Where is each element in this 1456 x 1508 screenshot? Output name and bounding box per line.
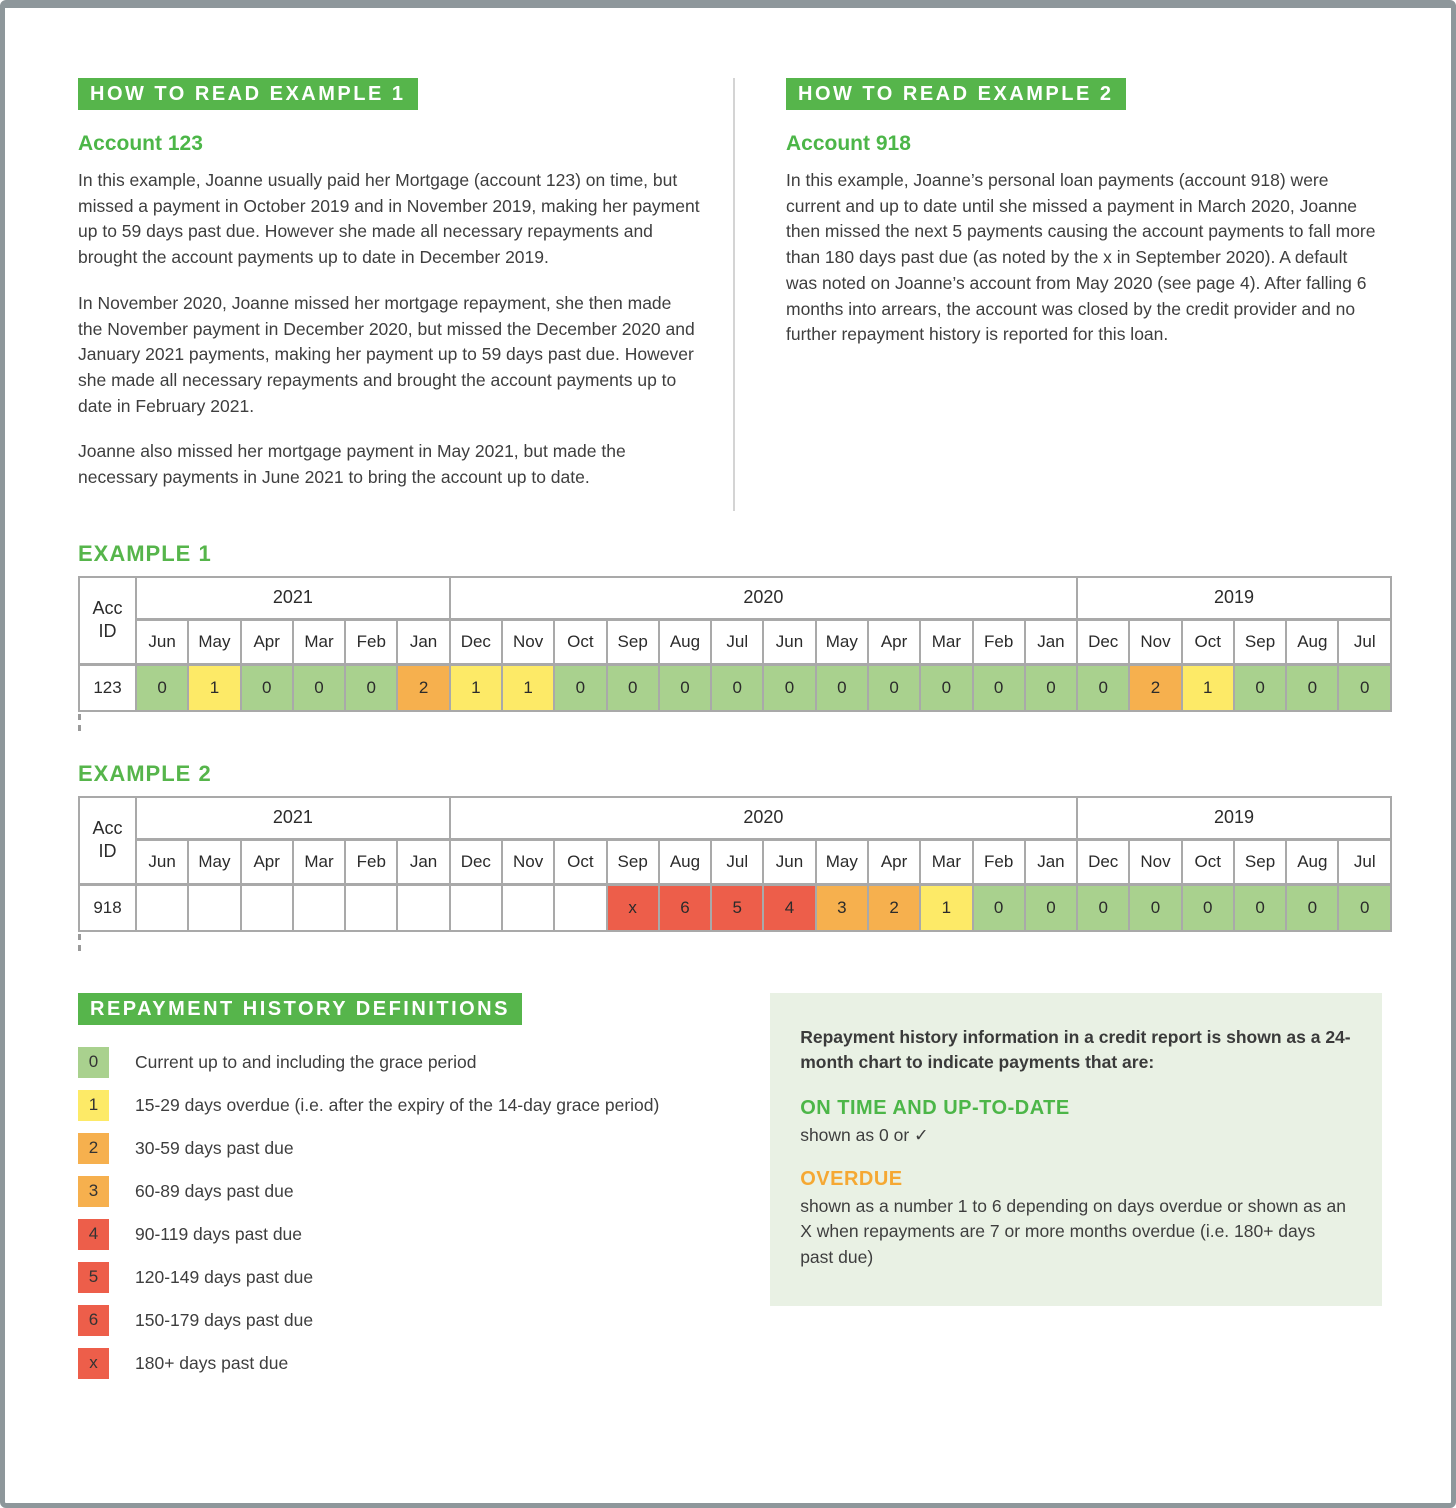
definition-text: 60-89 days past due (135, 1180, 294, 1201)
definition-text: 30-59 days past due (135, 1137, 294, 1158)
month-label: Oct (1182, 619, 1234, 664)
value-cell: 0 (1338, 664, 1391, 711)
how-to-read-example-1-badge: HOW TO READ EXAMPLE 1 (78, 78, 418, 110)
value-cell (188, 884, 240, 931)
month-label: Feb (345, 619, 397, 664)
month-label: Mar (920, 619, 972, 664)
repayment-definitions-section (78, 993, 770, 1391)
year-header-row (79, 797, 1391, 840)
month-label: Jan (397, 619, 449, 664)
month-label: Jan (1025, 839, 1077, 884)
month-label: Oct (554, 619, 606, 664)
example-1-paragraph-3: Joanne also missed her mortgage payment in May 2021, but made the necessary payments in June 2021 to bring the account up to date. (78, 441, 626, 488)
value-cell (397, 884, 449, 931)
example-2-paragraph-1: In this example, Joanne’s personal loan payments (account 918) were current and up to date until she missed a payment in March 2020, Joanne then missed the next 5 payments causing the account payments to fall more than 180 days past due (as noted by the x in September 2020). A default was noted on Joanne’s account from May 2020 (see page 4). After falling 6 months into arrears, the account was closed by the credit provider and no further repayment history is reported for this loan. (786, 170, 1376, 345)
account-123-heading: Account 123 (78, 132, 203, 155)
value-cell: 0 (607, 664, 659, 711)
year-label: 2019 (1077, 797, 1391, 840)
value-cell (241, 884, 293, 931)
month-label: Sep (607, 839, 659, 884)
example-2-repayment-table (78, 796, 1392, 932)
year-label: 2020 (450, 577, 1077, 620)
definition-row (78, 1348, 770, 1379)
definition-text: Current up to and including the grace period (135, 1051, 477, 1072)
info-box (770, 993, 1382, 1306)
month-label: Feb (345, 839, 397, 884)
month-label: Sep (1234, 839, 1286, 884)
value-cell (554, 884, 606, 931)
value-cell (345, 884, 397, 931)
year-label: 2020 (450, 797, 1077, 840)
example-1-paragraph-1: In this example, Joanne usually paid her Mortgage (account 123) on time, but missed a payment in October 2019 and in November 2019, making her payment up to 59 days past due. However she made all necessary repayments and brought the account payments up to date in December 2019. (78, 170, 700, 268)
value-cell: 0 (1129, 884, 1181, 931)
definition-row (78, 1047, 770, 1078)
value-cell: 0 (711, 664, 763, 711)
month-label: Dec (1077, 839, 1129, 884)
example-2-title: EXAMPLE 2 (78, 760, 212, 786)
definition-row (78, 1219, 770, 1250)
month-label: Nov (1129, 619, 1181, 664)
month-label: Mar (293, 619, 345, 664)
month-label: Oct (554, 839, 606, 884)
definition-text: 180+ days past due (135, 1352, 289, 1373)
value-cell: 3 (816, 884, 868, 931)
value-cell: 0 (1286, 884, 1338, 931)
month-label: Nov (502, 839, 554, 884)
month-label: Nov (502, 619, 554, 664)
definition-key-swatch: 2 (78, 1133, 109, 1164)
month-label: Sep (607, 619, 659, 664)
month-label: Nov (1129, 839, 1181, 884)
value-cell (136, 884, 188, 931)
month-label: May (188, 619, 240, 664)
month-label: May (188, 839, 240, 884)
month-header-row (79, 619, 1391, 664)
definition-row (78, 1305, 770, 1336)
month-label: Jul (1338, 619, 1391, 664)
value-cell: x (607, 884, 659, 931)
how-to-read-example-2-badge: HOW TO READ EXAMPLE 2 (786, 78, 1126, 110)
month-label: Dec (450, 839, 502, 884)
value-cell (502, 884, 554, 931)
value-cell: 1 (188, 664, 240, 711)
value-cell: 0 (1234, 884, 1286, 931)
month-label: Aug (659, 839, 711, 884)
table-continuation-mark (78, 934, 83, 951)
account-918-heading: Account 918 (786, 132, 911, 155)
value-cell: 4 (763, 884, 815, 931)
definition-key-swatch: 3 (78, 1176, 109, 1207)
value-cell: 0 (1025, 664, 1077, 711)
value-cell: 0 (345, 664, 397, 711)
definition-key-swatch: 0 (78, 1047, 109, 1078)
definition-row (78, 1262, 770, 1293)
value-cell: 0 (973, 664, 1025, 711)
month-label: Jun (763, 839, 815, 884)
how-to-read-example-2-section (735, 78, 1382, 511)
repayment-data-row (79, 884, 1391, 931)
acc-id-header: Acc ID (79, 577, 136, 665)
month-label: Feb (973, 619, 1025, 664)
account-id-cell: 123 (79, 664, 136, 711)
repayment-definitions-badge: REPAYMENT HISTORY DEFINITIONS (78, 993, 522, 1025)
definition-text: 120-149 days past due (135, 1266, 314, 1287)
definition-text: 150-179 days past due (135, 1309, 314, 1330)
year-label: 2019 (1077, 577, 1391, 620)
value-cell: 1 (502, 664, 554, 711)
value-cell: 2 (868, 884, 920, 931)
value-cell: 0 (1286, 664, 1338, 711)
definitions-list (78, 1047, 770, 1379)
value-cell (450, 884, 502, 931)
month-label: Apr (241, 619, 293, 664)
value-cell: 0 (1025, 884, 1077, 931)
value-cell: 1 (1182, 664, 1234, 711)
month-label: Mar (293, 839, 345, 884)
year-header-row (79, 577, 1391, 620)
info-box-intro: Repayment history information in a credit report is shown as a 24-month chart to indicate payments that are: (800, 1026, 1351, 1072)
value-cell: 0 (1234, 664, 1286, 711)
month-label: Dec (450, 619, 502, 664)
month-label: Aug (1286, 619, 1338, 664)
on-time-text: shown as 0 or ✓ (800, 1124, 929, 1145)
example-1-paragraph-2: In November 2020, Joanne missed her mortgage repayment, she then made the November payment in December 2020, but missed the December 2020 and January 2021 payments, making her payment up to 59 days past due. However she made all necessary repayments and brought the account payments up to date in February 2021. (78, 292, 695, 416)
month-label: Jan (397, 839, 449, 884)
on-time-heading: ON TIME AND UP-TO-DATE (800, 1096, 1070, 1119)
month-label: Jan (1025, 619, 1077, 664)
value-cell: 2 (397, 664, 449, 711)
month-label: Jul (711, 619, 763, 664)
acc-id-header: Acc ID (79, 797, 136, 885)
example-2-table-section (78, 761, 1382, 951)
value-cell: 0 (1077, 884, 1129, 931)
overdue-heading: OVERDUE (800, 1167, 903, 1190)
value-cell: 0 (868, 664, 920, 711)
value-cell: 0 (1182, 884, 1234, 931)
value-cell: 0 (763, 664, 815, 711)
month-label: Sep (1234, 619, 1286, 664)
month-label: Jul (1338, 839, 1391, 884)
month-label: Apr (241, 839, 293, 884)
definition-key-swatch: 1 (78, 1090, 109, 1121)
month-label: Jun (136, 839, 188, 884)
month-label: Apr (868, 839, 920, 884)
month-label: May (816, 619, 868, 664)
repayment-data-row (79, 664, 1391, 711)
value-cell: 0 (241, 664, 293, 711)
example-1-repayment-table (78, 576, 1392, 712)
definition-row (78, 1176, 770, 1207)
table-continuation-mark (78, 714, 83, 731)
value-cell: 5 (711, 884, 763, 931)
definition-row (78, 1090, 770, 1121)
overdue-text: shown as a number 1 to 6 depending on days overdue or shown as an X when repayments are 7 or more months overdue (i.e. 180+ days past due) (800, 1195, 1346, 1267)
value-cell: 0 (136, 664, 188, 711)
month-header-row (79, 839, 1391, 884)
value-cell: 2 (1129, 664, 1181, 711)
value-cell: 0 (659, 664, 711, 711)
value-cell: 6 (659, 884, 711, 931)
value-cell: 1 (920, 884, 972, 931)
month-label: Oct (1182, 839, 1234, 884)
month-label: Jun (136, 619, 188, 664)
example-1-table-section (78, 541, 1382, 731)
value-cell (293, 884, 345, 931)
month-label: Jun (763, 619, 815, 664)
value-cell: 0 (816, 664, 868, 711)
definition-key-swatch: 4 (78, 1219, 109, 1250)
bottom-section (78, 993, 1382, 1391)
example-1-title: EXAMPLE 1 (78, 540, 212, 566)
definition-row (78, 1133, 770, 1164)
value-cell: 0 (1338, 884, 1391, 931)
definition-key-swatch: 5 (78, 1262, 109, 1293)
year-label: 2021 (136, 797, 450, 840)
intro-columns (78, 78, 1382, 511)
month-label: Mar (920, 839, 972, 884)
account-id-cell: 918 (79, 884, 136, 931)
definition-text: 15-29 days overdue (i.e. after the expiry of the 14-day grace period) (135, 1094, 660, 1115)
month-label: Apr (868, 619, 920, 664)
definition-key-swatch: 6 (78, 1305, 109, 1336)
definition-text: 90-119 days past due (135, 1223, 303, 1244)
value-cell: 0 (1077, 664, 1129, 711)
value-cell: 0 (293, 664, 345, 711)
month-label: Aug (1286, 839, 1338, 884)
month-label: May (816, 839, 868, 884)
how-to-read-example-1-section (78, 78, 700, 511)
month-label: Jul (711, 839, 763, 884)
value-cell: 1 (450, 664, 502, 711)
year-label: 2021 (136, 577, 450, 620)
month-label: Dec (1077, 619, 1129, 664)
month-label: Feb (973, 839, 1025, 884)
definition-key-swatch: x (78, 1348, 109, 1379)
value-cell: 0 (973, 884, 1025, 931)
month-label: Aug (659, 619, 711, 664)
value-cell: 0 (920, 664, 972, 711)
value-cell: 0 (554, 664, 606, 711)
